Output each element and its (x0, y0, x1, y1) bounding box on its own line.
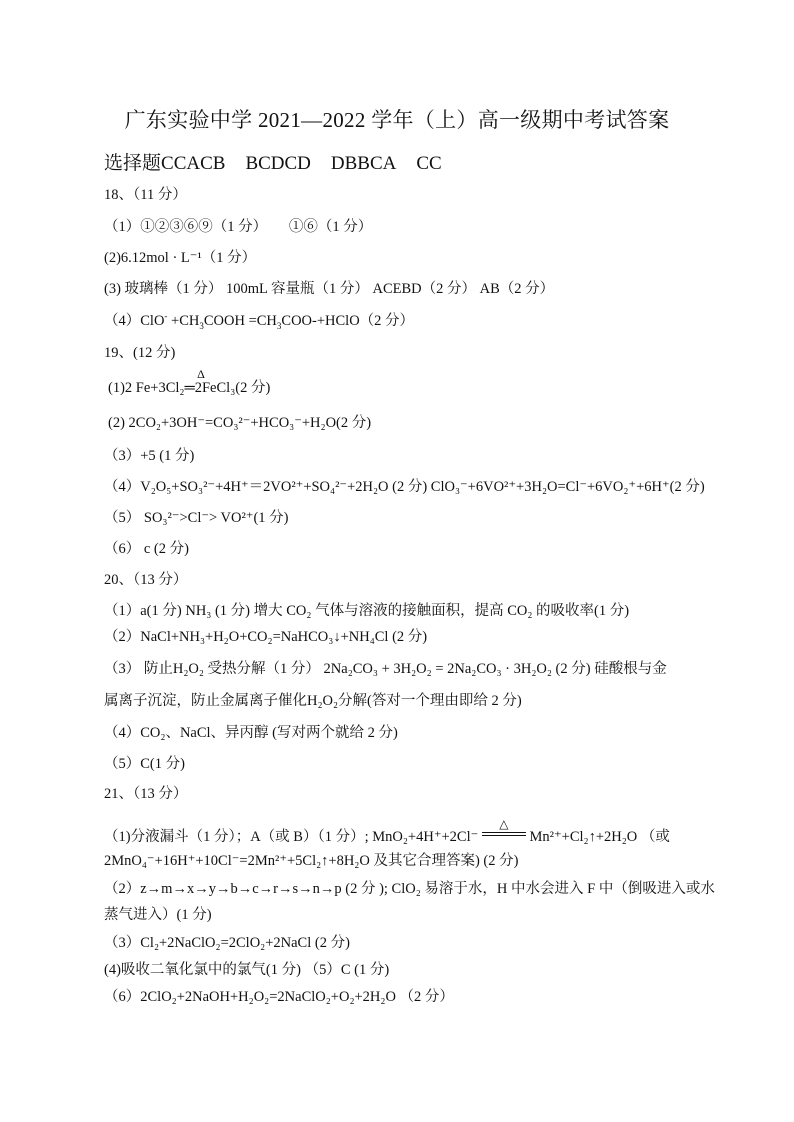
q18-part4-sub: 3 (276, 320, 282, 331)
q21-part2-cont: 蒸气进入）(1 分) (104, 907, 212, 923)
q18-part4-text: （4）ClO (104, 313, 165, 329)
q21-part6: （6）2ClO₂+2NaOH+H₂O₂=2NaClO₂+O₂+2H₂O （2 分） (104, 989, 454, 1005)
q21-part1-cont: 2MnO₄⁻+16H⁺+10Cl⁻=2Mn²⁺+5Cl₂↑+8H₂O 及其它合理答案) (2 分) (104, 853, 519, 869)
q21-part2: （2）z→m→x→y→b→c→r→s→n→p (2 分 ); ClO₂ 易溶于水，H 中水会进入 F 中（倒吸进入或水 (104, 881, 715, 897)
q19-part3: （3）+5 (1 分) (104, 448, 195, 464)
q18-part4-sub: 3 (199, 320, 204, 331)
q20-part1: （1）a(1 分) NH₃ (1 分) 增大 CO₂ 气体与溶液的接触面积，提高 CO₂ 的吸收率(1 分) (104, 603, 630, 619)
q18-part4-text: COOH =CH (203, 313, 277, 329)
q19-part1-text: (1)2 Fe+3Cl₂═2FeCl₃(2 分) (108, 380, 271, 396)
mc-group-2: BCDCD (245, 153, 311, 174)
q21-heading: 21、（13 分） (104, 786, 188, 802)
q21-part4-5: (4)吸收二氧化氯中的氯气(1 分) （5）C (1 分) (104, 962, 390, 978)
q20-part5: （5）C(1 分) (104, 756, 185, 772)
q20-part3-cont: 属离子沉淀，防止金属离子催化H₂O₂分解(答对一个理由即给 2 分) (104, 693, 522, 709)
q21-part1 (104, 816, 670, 846)
mc-group-3: DBBCA (330, 153, 397, 174)
mc-label: 选择题 (104, 153, 162, 174)
q18-part3: (3) 玻璃棒（1 分） 100mL 容量瓶（1 分） ACEBD（2 分） AB（2 分） (104, 281, 555, 297)
q18-part2: (2)6.12mol · L⁻¹（1 分） (104, 250, 257, 266)
q18-part4-text: COO-+HClO（2 分） (281, 313, 415, 329)
q19-part1 (108, 367, 271, 397)
q18-part4-sup: - (164, 311, 168, 322)
mc-group-1: CCACB (161, 153, 226, 174)
q19-part5: （5） SO₃²⁻>Cl⁻> VO²⁺(1 分) (104, 510, 289, 526)
q18-part1: （1）①②③⑥⑨（1 分） ①⑥（1 分） (104, 219, 373, 235)
q21-part1-text: Mn²⁺+Cl₂↑+2H₂O （或 (529, 829, 670, 845)
delta-symbol: Δ (197, 367, 205, 381)
q20-part3: （3） 防止H₂O₂ 受热分解（1 分） 2Na₂CO₃ + 3H₂O₂ = 2Na₂CO₃ · 3H₂O₂ (2 分) 硅酸根与金 (104, 661, 667, 677)
q19-part4: （4）V₂O₅+SO₃²⁻+4H⁺＝2VO²⁺+SO₄²⁻+2H₂O (2 分) ClO₃⁻+6VO²⁺+3H₂O=Cl⁻+6VO₂⁺+6H⁺(2 分) (104, 479, 705, 495)
multiple-choice-answers (104, 148, 442, 175)
q18-part4 (104, 313, 414, 330)
reaction-equals-heat-mark (482, 816, 526, 845)
q18-part4-text: +CH (167, 313, 200, 329)
triangle-symbol: △ (499, 816, 509, 831)
q19-part6: （6） c (2 分) (104, 541, 189, 557)
q21-part1-text: （1)分液漏斗（1 分）；A（或 B）（1 分）; MnO₂+4H⁺+2Cl⁻ (104, 829, 479, 845)
q20-part4: （4）CO₂、NaCl、异丙醇 (写对两个就给 2 分) (104, 725, 398, 741)
q21-part3: （3）Cl₂+2NaClO₂=2ClO₂+2NaCl (2 分) (104, 935, 350, 951)
mc-group-4: CC (416, 153, 442, 174)
q20-part2: （2）NaCl+NH₃+H₂O+CO₂=NaHCO₃↓+NH₄Cl (2 分) (104, 629, 428, 645)
q18-heading: 18、（11 分） (104, 187, 187, 203)
page-title: 广东实验中学 2021—2022 学年（上）高一级期中考试答案 (124, 108, 670, 132)
q20-heading: 20、（13 分） (104, 572, 188, 588)
q19-part2: (2) 2CO₂+3OH⁻=CO₃²⁻+HCO₃⁻+H₂O(2 分) (108, 415, 372, 431)
q19-heading: 19、(12 分) (104, 345, 176, 361)
